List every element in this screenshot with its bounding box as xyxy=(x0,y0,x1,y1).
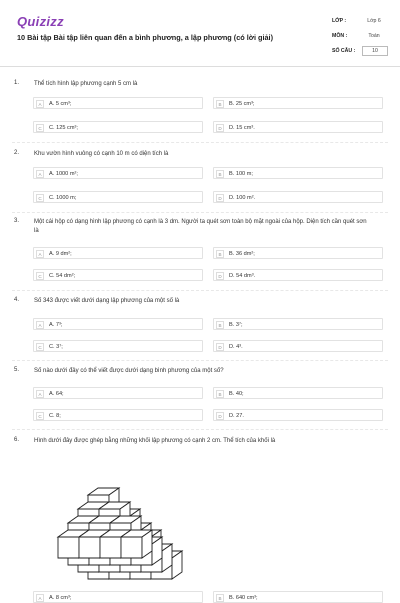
stacked-cubes-figure xyxy=(40,452,215,582)
question-number: 6. xyxy=(14,437,20,443)
question-text: Thể tích hình lập phương cạnh 5 cm là xyxy=(34,81,138,87)
option-a[interactable]: A A. 8 cm³; xyxy=(33,591,203,603)
question-divider xyxy=(12,212,388,213)
option-d[interactable]: D D. 100 m². xyxy=(213,191,383,203)
question-number: 4. xyxy=(14,297,20,303)
option-a[interactable]: A A. 5 cm³; xyxy=(33,97,203,109)
option-b[interactable]: B B. 36 dm²; xyxy=(213,247,383,259)
option-b[interactable]: B B. 25 cm³; xyxy=(213,97,383,109)
option-b[interactable]: B B. 640 cm³; xyxy=(213,591,383,603)
question-number: 2. xyxy=(14,150,20,156)
option-c[interactable]: C C. 3⁷; xyxy=(33,340,203,352)
cube-face xyxy=(100,537,121,558)
option-d[interactable]: D D. 4³. xyxy=(213,340,383,352)
option-c[interactable]: C C. 125 cm³; xyxy=(33,121,203,133)
cube-face xyxy=(58,537,79,558)
option-b[interactable]: B B. 40; xyxy=(213,387,383,399)
quizizz-logo: Quizizz xyxy=(17,14,64,29)
question-number: 1. xyxy=(14,80,20,86)
option-b[interactable]: B B. 3⁷; xyxy=(213,318,383,330)
option-c[interactable]: C C. 8; xyxy=(33,409,203,421)
cube-face xyxy=(79,537,100,558)
question-number: 3. xyxy=(14,218,20,224)
question-text: Số nào dưới đây có thể viết được dưới dạng bình phương của một số? xyxy=(34,368,224,374)
question-divider xyxy=(12,429,388,430)
question-divider xyxy=(12,142,388,143)
header-divider xyxy=(0,66,400,67)
cube-face xyxy=(121,537,142,558)
option-a[interactable]: A A. 9 dm²; xyxy=(33,247,203,259)
option-a[interactable]: A A. 64; xyxy=(33,387,203,399)
worksheet-title: 10 Bài tập Bài tập liên quan đến a bình phương, a lập phương (có lời giải) xyxy=(17,33,274,42)
option-c[interactable]: C C. 1000 m; xyxy=(33,191,203,203)
question-text: Khu vườn hình vuông có cạnh 10 m có diện tích là xyxy=(34,151,169,157)
question-text: Số 343 được viết dưới dạng lập phương của một số là xyxy=(34,298,180,304)
option-a[interactable]: A A. 7³; xyxy=(33,318,203,330)
question-divider xyxy=(12,360,388,361)
question-text: Một cái hộp có dạng hình lập phương có cạnh là 3 dm. Người ta quét sơn toàn bộ mặt ngoài của hộp. Diện tích cần quét sơn là xyxy=(34,219,367,234)
option-d[interactable]: D D. 54 dm³. xyxy=(213,269,383,281)
option-c[interactable]: C C. 54 dm²; xyxy=(33,269,203,281)
option-d[interactable]: D D. 15 cm³. xyxy=(213,121,383,133)
question-divider xyxy=(12,290,388,291)
option-d[interactable]: D D. 27. xyxy=(213,409,383,421)
option-b[interactable]: B B. 100 m; xyxy=(213,167,383,179)
question-text: Hình dưới đây được ghép bằng những khối lập phương có cạnh 2 cm. Thể tích của khối là xyxy=(34,438,276,444)
question-number: 5. xyxy=(14,367,20,373)
option-a[interactable]: A A. 1000 m²; xyxy=(33,167,203,179)
worksheet-header: Quizizz 10 Bài tập Bài tập liên quan đến a bình phương, a lập phương (có lời giải) LỚP : Lớp 6 MÔN : Toán SỐ CÂU : 10 xyxy=(0,0,400,62)
